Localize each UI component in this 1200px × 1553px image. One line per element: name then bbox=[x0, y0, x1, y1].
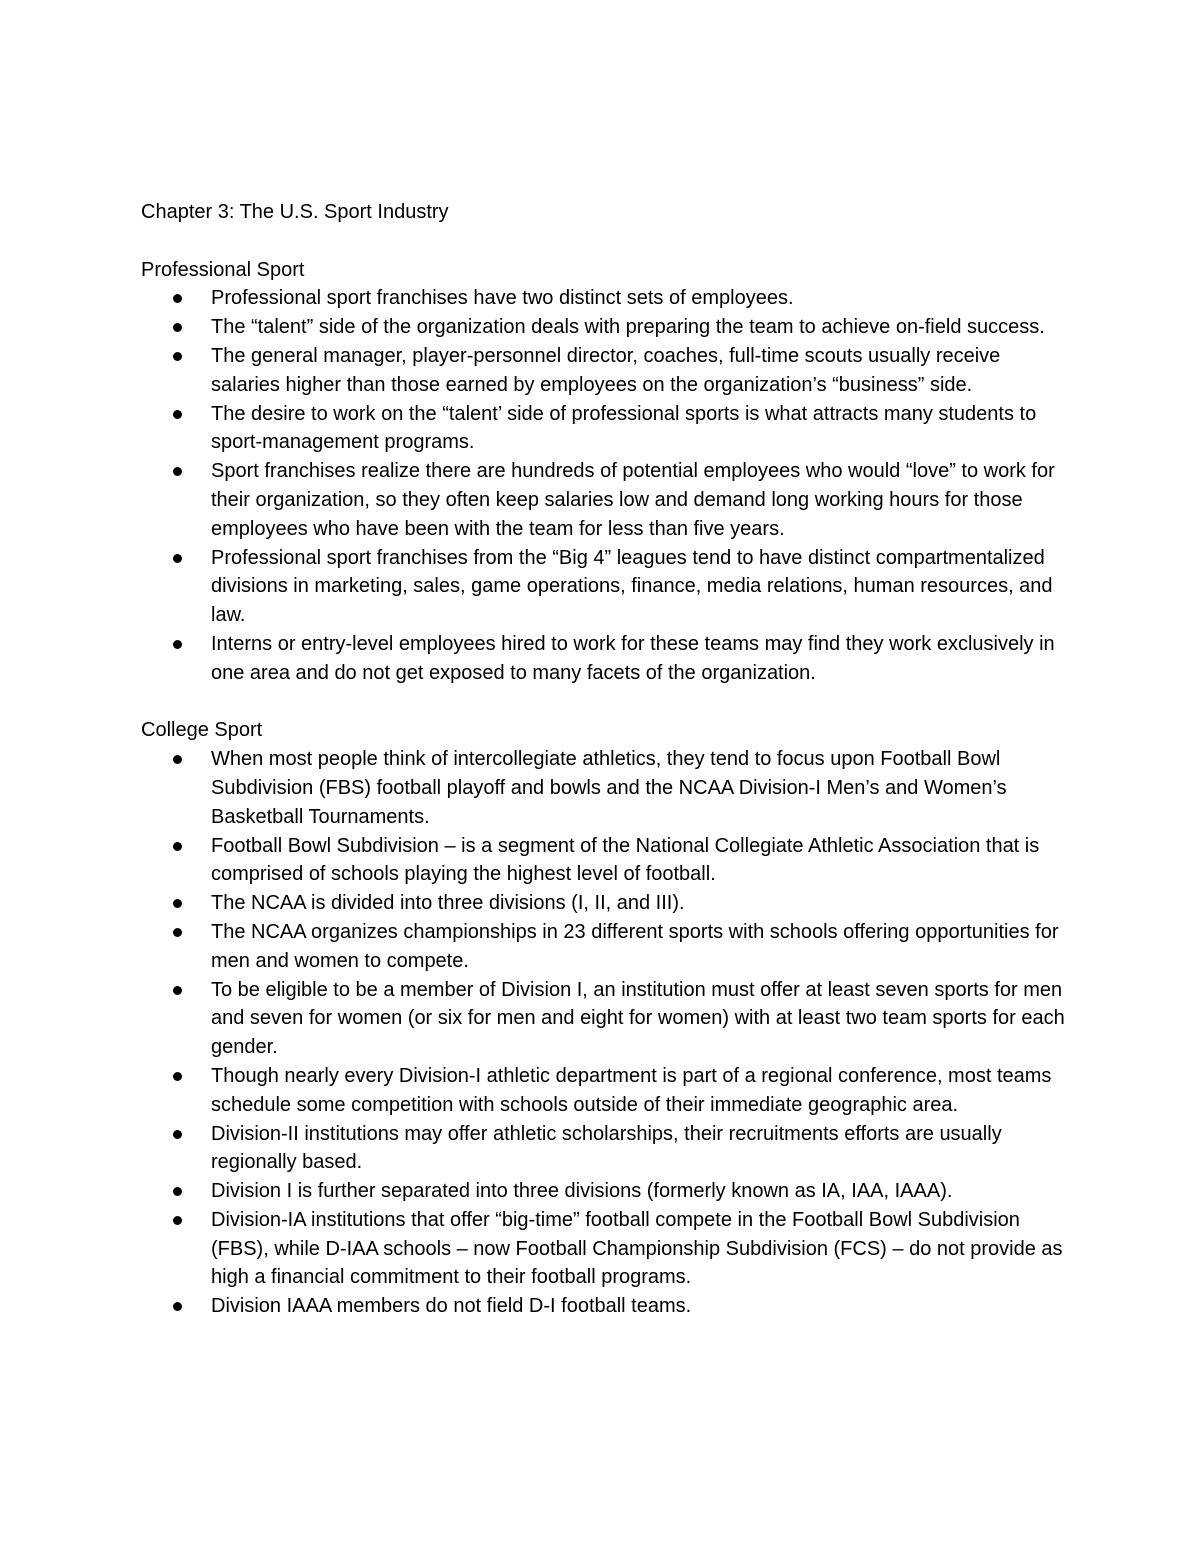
bullet-icon bbox=[173, 294, 182, 303]
list-item bbox=[141, 1177, 1066, 1206]
list-item-text: Football Bowl Subdivision – is a segment of the National Collegiate Athletic Association that is comprised of schools playing the highest level of football. bbox=[211, 834, 1040, 886]
list-item bbox=[141, 1292, 1066, 1321]
list-item bbox=[141, 1120, 1066, 1178]
list-item bbox=[141, 832, 1066, 890]
list-item-text: Division I is further separated into three divisions (formerly known as IA, IAA, IAAA). bbox=[211, 1180, 953, 1203]
list-item bbox=[141, 400, 1066, 458]
section-college-sport bbox=[141, 716, 1066, 1321]
list-item-text: Professional sport franchises have two distinct sets of employees. bbox=[211, 287, 794, 310]
bullet-icon bbox=[173, 1072, 182, 1081]
list-item-text: Interns or entry-level employees hired to work for these teams may find they work exclusively in one area and do not get exposed to many facets of the organization. bbox=[211, 632, 1055, 684]
bullet-list bbox=[141, 284, 1066, 687]
bullet-icon bbox=[173, 842, 182, 851]
list-item-text: The desire to work on the “talent’ side of professional sports is what attracts many students to sport-management programs. bbox=[211, 402, 1037, 454]
list-item-text: To be eligible to be a member of Division I, an institution must offer at least seven sports for men and seven for women (or six for men and eight for women) with at least two team sports for each gender. bbox=[211, 978, 1065, 1059]
list-item-text: Professional sport franchises from the “Big 4” leagues tend to have distinct compartmentalized divisions in marketing, sales, game operations, finance, media relations, human resources, and law. bbox=[211, 546, 1053, 627]
bullet-icon bbox=[173, 323, 182, 332]
list-item bbox=[141, 1062, 1066, 1120]
list-item bbox=[141, 544, 1066, 630]
list-item bbox=[141, 284, 1066, 313]
list-item bbox=[141, 457, 1066, 543]
bullet-icon bbox=[173, 554, 182, 563]
list-item-text: The “talent” side of the organization deals with preparing the team to achieve on-field success. bbox=[211, 316, 1045, 339]
bullet-icon bbox=[173, 640, 182, 649]
bullet-icon bbox=[173, 467, 182, 476]
list-item-text: Division-II institutions may offer athletic scholarships, their recruitments efforts are usually regionally based. bbox=[211, 1122, 1002, 1174]
list-item-text: The NCAA is divided into three divisions (I, II, and III). bbox=[211, 892, 685, 915]
bullet-icon bbox=[173, 1216, 182, 1225]
section-heading: College Sport bbox=[141, 719, 263, 742]
bullet-icon bbox=[173, 1302, 182, 1311]
list-item-text: The NCAA organizes championships in 23 different sports with schools offering opportunities for men and women to compete. bbox=[211, 920, 1059, 972]
bullet-icon bbox=[173, 755, 182, 764]
list-item-text: Sport franchises realize there are hundreds of potential employees who would “love” to work for their organization, so they often keep salaries low and demand long working hours for those employees who have been with the team for less than five years. bbox=[211, 460, 1055, 540]
bullet-icon bbox=[173, 986, 182, 995]
list-item-text: When most people think of intercollegiate athletics, they tend to focus upon Football Bowl Subdivision (FBS) football playoff and bowls and the NCAA Division-I Men’s and Women’s Basketball Tournaments. bbox=[211, 748, 1007, 828]
list-item bbox=[141, 630, 1066, 688]
document-title: Chapter 3: The U.S. Sport Industry bbox=[141, 201, 449, 223]
list-item bbox=[141, 976, 1066, 1062]
list-item bbox=[141, 745, 1066, 831]
bullet-icon bbox=[173, 1130, 182, 1139]
list-item bbox=[141, 918, 1066, 976]
document-page bbox=[141, 198, 1066, 1350]
bullet-icon bbox=[173, 928, 182, 937]
list-item bbox=[141, 889, 1066, 918]
bullet-icon bbox=[173, 899, 182, 908]
bullet-icon bbox=[173, 352, 182, 361]
section-professional-sport bbox=[141, 256, 1066, 688]
bullet-icon bbox=[173, 1187, 182, 1196]
bullet-list bbox=[141, 745, 1066, 1321]
list-item-text: Division-IA institutions that offer “big-time” football compete in the Football Bowl Subdivision (FBS), while D-IAA schools – now Football Championship Subdivision (FCS) – do not provide as high a financial commitment to their football programs. bbox=[211, 1208, 1063, 1289]
bullet-icon bbox=[173, 410, 182, 419]
list-item bbox=[141, 1206, 1066, 1292]
list-item bbox=[141, 342, 1066, 400]
list-item-text: Division IAAA members do not field D-I football teams. bbox=[211, 1295, 692, 1318]
section-heading: Professional Sport bbox=[141, 258, 305, 281]
list-item bbox=[141, 313, 1066, 342]
list-item-text: The general manager, player-personnel director, coaches, full-time scouts usually receive salaries higher than those earned by employees on the organization’s “business” side. bbox=[211, 344, 1001, 396]
list-item-text: Though nearly every Division-I athletic department is part of a regional conference, most teams schedule some competition with schools outside of their immediate geographic area. bbox=[211, 1064, 1052, 1116]
